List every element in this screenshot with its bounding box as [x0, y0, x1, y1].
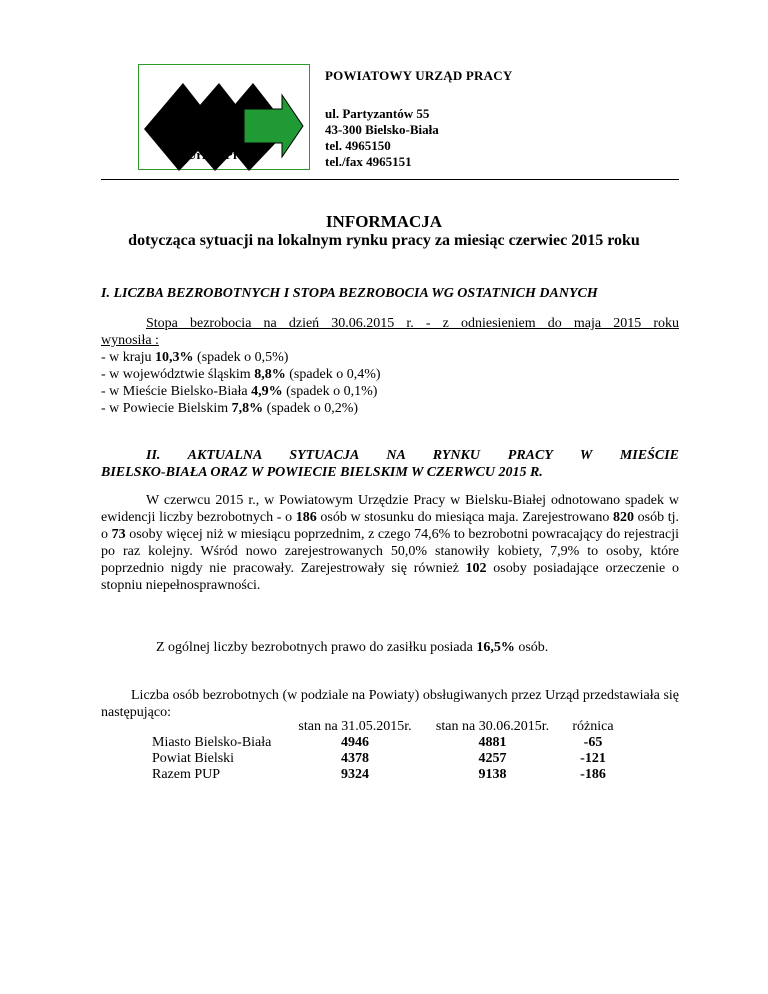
- june-situation-paragraph: W czerwcu 2015 r., w Powiatowym Urzędzie Pracy w Bielsku-Białej odnotowano spadek w ewidencji liczby bezrobotnych - o 186 osób w stosunku do miesiąca maja. Zarejestrowano 820 osób tj. o 73 osoby więcej niż w miesiącu poprzednim, z czego 74,6% to bezrobotni powracający do rejestracji po raz kolejny. Wśród nowo zarejestrowanych 50,0% stanowiły kobiety, 7,9% to osoby, które poprzednio nigdy nie pracowały. Zarejestrowały się również 102 osoby posiadające orzeczenie o stopniu niepełnosprawności.: [101, 493, 680, 593]
- address-street: ul. Partyzantów 55: [325, 106, 430, 121]
- col-june: stan na 30.06.2015r.: [435, 719, 550, 734]
- rate-item-country: - w kraju 10,3% (spadek o 0,5%): [101, 350, 289, 365]
- rate-item-voivodeship: - w województwie śląskim 8,8% (spadek o 0,4%): [101, 367, 381, 382]
- col-may: stan na 31.05.2015r.: [298, 719, 412, 734]
- office-contact: [325, 68, 512, 170]
- table-header-row: [152, 719, 627, 735]
- section2-heading: II. AKTUALNA SYTUACJA NA RYNKU PRACY W MIEŚCIE BIELSKO-BIAŁA ORAZ W POWIECIE BIELSKIM W CZERWCU 2015 R.: [101, 448, 679, 480]
- table-row: Razem PUP 9324 9138 -186: [152, 767, 606, 782]
- unemployment-rate-block: [101, 315, 679, 417]
- col-diff: różnica: [572, 719, 614, 734]
- header-divider: [101, 179, 679, 180]
- rate-item-county: - w Powiecie Bielskim 7,8% (spadek o 0,2%): [101, 401, 359, 416]
- table-row: Miasto Bielsko-Biała 4946 4881 -65: [152, 735, 603, 750]
- rate-intro: Stopa bezrobocia na dzień 30.06.2015 r. - z odniesieniem do maja 2015 roku: [146, 316, 679, 331]
- rate-item-city: - w Mieście Bielsko-Biała 4,9% (spadek o 0,1%): [101, 384, 378, 399]
- phone: tel. 4965150: [325, 138, 391, 153]
- document-title: INFORMACJA: [325, 212, 443, 231]
- address-city: 43-300 Bielsko-Biała: [325, 122, 439, 137]
- logo-caption: Urząd Pracy: [187, 147, 258, 162]
- office-logo: [138, 64, 310, 170]
- rate-intro-end: wynosiła :: [101, 333, 159, 348]
- document-subtitle: dotycząca sytuacji na lokalnym rynku pracy za miesiąc czerwiec 2015 roku: [128, 232, 640, 249]
- unemployed-table: [152, 719, 627, 783]
- fax: tel./fax 4965151: [325, 154, 412, 169]
- table-intro: Liczba osób bezrobotnych (w podziale na Powiaty) obsługiwanych przez Urząd przedstawiała się następująco:: [101, 688, 679, 720]
- benefit-paragraph: Z ogólnej liczby bezrobotnych prawo do zasiłku posiada 16,5% osób.: [156, 640, 549, 655]
- office-name: POWIATOWY URZĄD PRACY: [325, 68, 513, 83]
- section1-heading: I. LICZBA BEZROBOTNYCH I STOPA BEZROBOCIA WG OSTATNICH DANYCH: [101, 286, 598, 301]
- table-row: Powiat Bielski 4378 4257 -121: [152, 751, 606, 766]
